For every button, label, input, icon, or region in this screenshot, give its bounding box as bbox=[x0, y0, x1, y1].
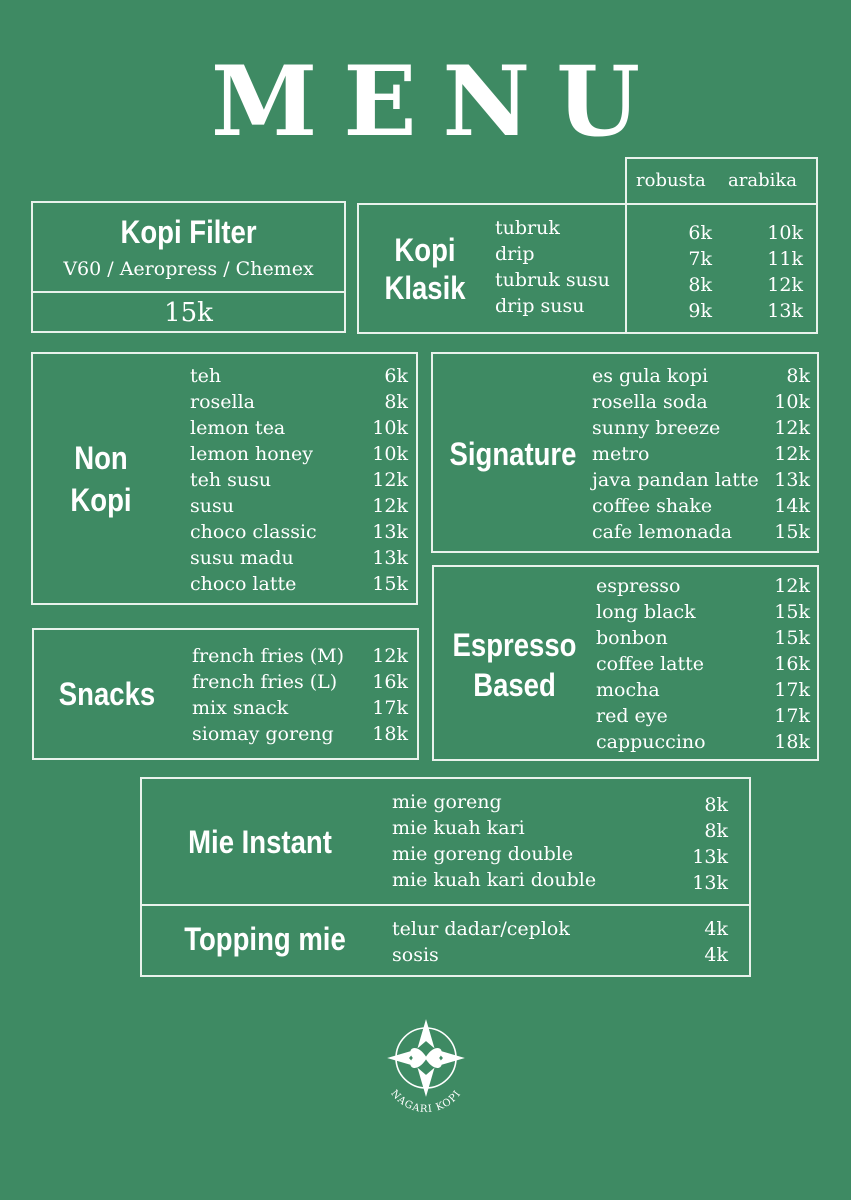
topping-mie-prices bbox=[670, 916, 728, 968]
price: 6k bbox=[384, 365, 408, 387]
snacks-heading: Snacks bbox=[58, 676, 156, 712]
espresso-based-heading-line2: Based bbox=[473, 667, 556, 703]
list-item: coffee latte bbox=[596, 653, 705, 675]
list-item: mocha bbox=[596, 679, 660, 701]
kopi-klasik-divider bbox=[625, 203, 627, 334]
mie-instant-items bbox=[392, 789, 596, 893]
kopi-filter-subtitle: V60 / Aeropress / Chemex bbox=[63, 258, 314, 280]
kopi-filter-heading: Kopi Filter bbox=[120, 214, 257, 250]
list-item: tubruk bbox=[495, 217, 560, 239]
mie-instant-heading: Mie Instant bbox=[188, 824, 332, 860]
espresso-based-prices bbox=[755, 573, 810, 755]
non-kopi-heading-line1: Non bbox=[74, 440, 128, 476]
mie-instant-prices bbox=[670, 792, 728, 896]
list-item: drip bbox=[495, 243, 535, 265]
list-item: telur dadar/ceplok bbox=[392, 918, 570, 940]
price: 8k bbox=[704, 794, 728, 816]
price: 7k bbox=[688, 248, 712, 270]
price: 15k bbox=[774, 627, 810, 649]
list-item: susu madu bbox=[190, 547, 294, 569]
list-item: choco classic bbox=[190, 521, 317, 543]
list-item: java pandan latte bbox=[592, 469, 759, 491]
list-item: drip susu bbox=[495, 295, 585, 317]
espresso-based-heading-line1: Espresso bbox=[452, 627, 577, 663]
list-item: teh bbox=[190, 365, 222, 387]
list-item: mie goreng double bbox=[392, 843, 574, 865]
list-item: mie kuah kari double bbox=[392, 869, 597, 891]
price: 16k bbox=[774, 653, 810, 675]
list-item: coffee shake bbox=[592, 495, 713, 517]
list-item: espresso bbox=[596, 575, 681, 597]
arabika-column-label: arabika bbox=[728, 170, 797, 191]
price: 12k bbox=[774, 417, 810, 439]
snacks-items bbox=[192, 643, 344, 747]
price: 10k bbox=[372, 443, 408, 465]
price: 12k bbox=[372, 495, 408, 517]
espresso-based-items bbox=[596, 573, 706, 755]
price: 18k bbox=[372, 723, 408, 745]
list-item: long black bbox=[596, 601, 696, 623]
snacks-prices bbox=[352, 643, 408, 747]
price: 4k bbox=[704, 944, 728, 966]
kopi-klasik-robusta-prices bbox=[660, 220, 712, 324]
price: 6k bbox=[688, 222, 712, 244]
list-item: mie kuah kari bbox=[392, 817, 525, 839]
list-item: susu bbox=[190, 495, 234, 517]
list-item: choco latte bbox=[190, 573, 297, 595]
signature-prices bbox=[755, 363, 810, 545]
price: 8k bbox=[786, 365, 810, 387]
price: 13k bbox=[767, 300, 803, 322]
kopi-filter-price: 15k bbox=[164, 298, 213, 328]
list-item: cappuccino bbox=[596, 731, 706, 753]
price: 11k bbox=[767, 248, 803, 270]
list-item: rosella soda bbox=[592, 391, 708, 413]
price: 15k bbox=[372, 573, 408, 595]
price: 14k bbox=[774, 495, 810, 517]
price: 16k bbox=[372, 671, 408, 693]
list-item: french fries (L) bbox=[192, 671, 338, 693]
price: 9k bbox=[688, 300, 712, 322]
price: 13k bbox=[774, 469, 810, 491]
price: 10k bbox=[767, 222, 803, 244]
kopi-klasik-heading-line1: Kopi bbox=[394, 232, 456, 268]
price: 13k bbox=[692, 846, 728, 868]
list-item: bonbon bbox=[596, 627, 668, 649]
kopi-klasik-arabika-prices bbox=[750, 220, 803, 324]
mie-divider bbox=[140, 904, 751, 906]
list-item: cafe lemonada bbox=[592, 521, 733, 543]
list-item: teh susu bbox=[190, 469, 272, 491]
list-item: es gula kopi bbox=[592, 365, 709, 387]
price: 10k bbox=[372, 417, 408, 439]
non-kopi-items bbox=[190, 363, 317, 597]
price: 12k bbox=[372, 645, 408, 667]
price: 12k bbox=[767, 274, 803, 296]
price: 18k bbox=[774, 731, 810, 753]
price: 12k bbox=[774, 443, 810, 465]
price: 13k bbox=[372, 547, 408, 569]
list-item: mix snack bbox=[192, 697, 289, 719]
robusta-column-label: robusta bbox=[636, 170, 706, 191]
price: 13k bbox=[372, 521, 408, 543]
list-item: tubruk susu bbox=[495, 269, 610, 291]
price: 13k bbox=[692, 872, 728, 894]
price: 4k bbox=[704, 918, 728, 940]
list-item: lemon tea bbox=[190, 417, 286, 439]
price: 17k bbox=[774, 705, 810, 727]
nagari-kopi-logo bbox=[366, 1010, 486, 1120]
signature-heading: Signature bbox=[449, 436, 577, 472]
price: 12k bbox=[774, 575, 810, 597]
logo-text: NAGARI KOPI bbox=[388, 1088, 464, 1116]
topping-mie-items bbox=[392, 916, 570, 968]
price: 17k bbox=[774, 679, 810, 701]
price: 17k bbox=[372, 697, 408, 719]
list-item: mie goreng bbox=[392, 791, 502, 813]
signature-items bbox=[592, 363, 759, 545]
price: 8k bbox=[384, 391, 408, 413]
menu-title: MENU bbox=[211, 45, 666, 158]
price: 12k bbox=[372, 469, 408, 491]
price: 15k bbox=[774, 521, 810, 543]
list-item: sunny breeze bbox=[592, 417, 721, 439]
list-item: rosella bbox=[190, 391, 255, 413]
price: 15k bbox=[774, 601, 810, 623]
list-item: french fries (M) bbox=[192, 645, 345, 667]
kopi-filter-divider bbox=[31, 291, 346, 293]
price: 10k bbox=[774, 391, 810, 413]
compass-flower-logo-icon bbox=[366, 1010, 486, 1120]
non-kopi-prices bbox=[350, 363, 408, 597]
price: 8k bbox=[688, 274, 712, 296]
list-item: red eye bbox=[596, 705, 668, 727]
non-kopi-heading-line2: Kopi bbox=[70, 482, 132, 518]
list-item: lemon honey bbox=[190, 443, 313, 465]
kopi-klasik-heading-line2: Klasik bbox=[384, 270, 466, 306]
list-item: sosis bbox=[392, 944, 439, 966]
topping-mie-heading: Topping mie bbox=[184, 921, 346, 957]
list-item: metro bbox=[592, 443, 650, 465]
kopi-klasik-items bbox=[495, 215, 610, 319]
list-item: siomay goreng bbox=[192, 723, 334, 745]
price: 8k bbox=[704, 820, 728, 842]
